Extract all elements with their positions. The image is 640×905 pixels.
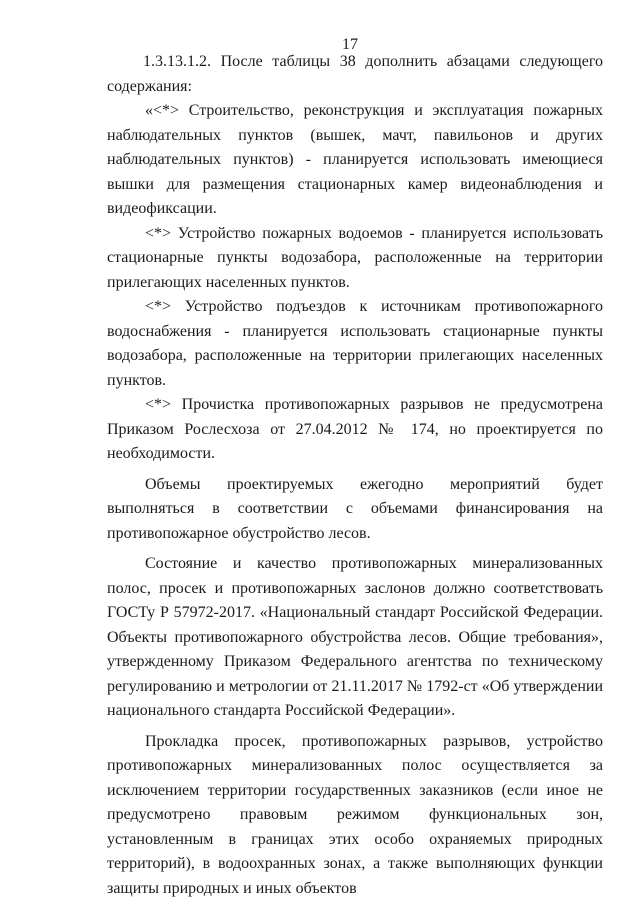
paragraph-access-roads: <*> Устройство подъездов к источникам противопожарного водоснабжения - планируется использовать стационарные пункты водозабора, расположенные на территории прилегающих населенных пунктов. bbox=[107, 298, 603, 389]
paragraph-gost-standard: Состояние и качество противопожарных минерализованных полос, просек и противопожарных заслонов должно соответствовать ГОСТу Р 57972-2017. «Национальный стандарт Российской Федерации. Объекты противопожарного обустройства лесов. Общие требования», утвержденному Приказом Федерального агентства по техническому регулированию и метрологии от 21.11.2017 № 1792-ст «Об утверждении национального стандарта Российской Федерации». bbox=[107, 555, 603, 719]
paragraph-fire-breaks-cleaning: <*> Прочистка противопожарных разрывов не предусмотрена Приказом Рослесхоза от 27.04.2012 № 174, но проектируется по необходимости. bbox=[107, 396, 603, 462]
paragraph-clearing-works: Прокладка просек, противопожарных разрывов, устройство противопожарных минерализованных полос осуществляется за исключением территории государственных заказников (если иное не предусмотрено правовым режимом функциональных зон, установленным в границах этих особо охраняемых природных территорий), в водоохранных зонах, а также выполняющих функции защиты природных и иных объектов bbox=[107, 732, 603, 897]
document-body bbox=[107, 50, 603, 901]
paragraph-watch-towers: «<*> Строительство, реконструкция и эксплуатация пожарных наблюдательных пунктов (вышек, мачт, павильонов и других наблюдательных пунктов) - планируется использовать имеющиеся вышки для размещения стационарных камер видеонаблюдения и видеофиксации. bbox=[107, 102, 603, 217]
paragraph-amendment-intro: 1.3.13.1.2. После таблицы 38 дополнить абзацами следующего содержания: bbox=[107, 53, 603, 95]
page-number: 17 bbox=[342, 36, 358, 53]
paragraph-fire-reservoirs: <*> Устройство пожарных водоемов - планируется использовать стационарные пункты водозабора, расположенные на территории прилегающих населенных пунктов. bbox=[107, 224, 603, 291]
paragraph-annual-volumes: Объемы проектируемых ежегодно мероприятий будет выполняться в соответствии с объемами финансирования на противопожарное обустройство лесов. bbox=[107, 475, 603, 542]
